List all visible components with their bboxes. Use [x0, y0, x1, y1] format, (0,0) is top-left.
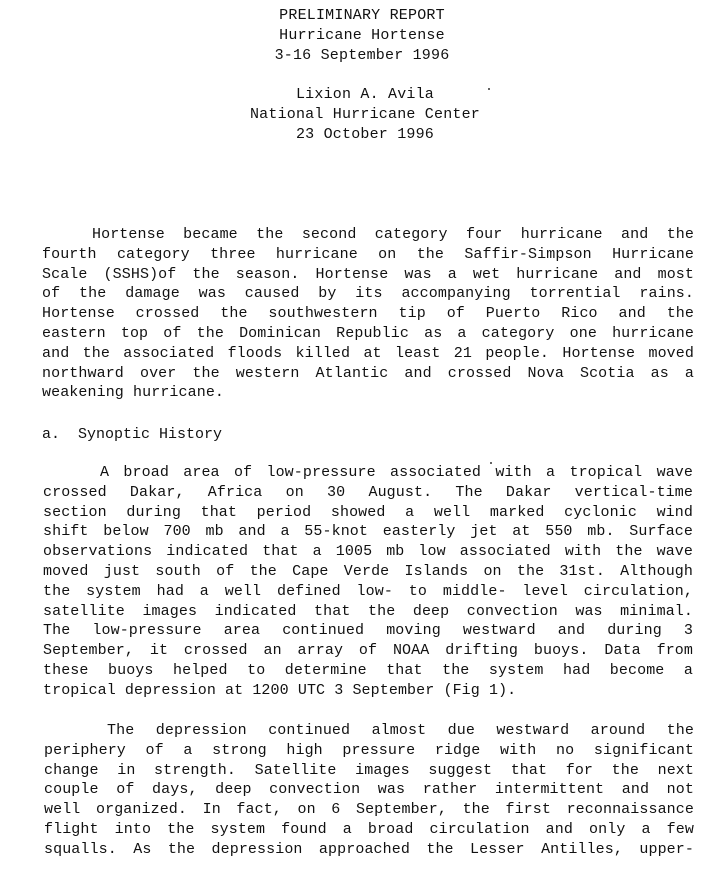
paragraph-line: crossed Dakar, Africa on 30 August. The Dakar vertical-time: [43, 483, 693, 501]
paragraph-line: the system had a well defined low- to middle- level circulation,: [43, 582, 693, 600]
intro-paragraph: [42, 225, 694, 403]
report-date: 23 October 1996: [295, 126, 435, 143]
paragraph-line: The depression continued almost due westward around the: [107, 722, 694, 739]
paragraph-line: squalls. As the depression approached the Lesser Antilles, upper-: [44, 840, 694, 858]
synoptic-paragraph-1: [43, 463, 693, 701]
paragraph-line: northward over the western Atlantic and crossed Nova Scotia as a: [42, 364, 694, 382]
paragraph-line: The low-pressure area continued moving westward and during 3: [43, 622, 693, 640]
organization-name: National Hurricane Center: [249, 106, 481, 123]
paragraph-line: tropical depression at 1200 UTC 3 September (Fig 1).: [43, 681, 517, 699]
paragraph-line: well organized. In fact, on 6 September, the first reconnaissance: [44, 801, 694, 819]
paragraph-line: satellite images indicated that the deep convection was minimal.: [43, 602, 693, 620]
paragraph-line: these buoys helped to determine that the system had become a: [43, 661, 693, 679]
author-block: [2, 85, 726, 145]
paragraph-line: weakening hurricane.: [42, 384, 225, 402]
paragraph-line: section during that period showed a well marked cyclonic wind: [43, 503, 693, 521]
paragraph-line: fourth category three hurricane on the Saffir-Simpson Hurricane: [42, 245, 694, 263]
report-title: PRELIMINARY REPORT: [279, 7, 445, 24]
scan-speck: [490, 462, 492, 464]
paragraph-line: flight into the system found a broad circulation and only a few: [44, 820, 694, 838]
synoptic-paragraph-2: [44, 721, 694, 860]
paragraph-line: of the damage was caused by its accompanying torrential rains.: [42, 285, 694, 303]
paragraph-line: A broad area of low-pressure associated with a tropical wave: [100, 464, 693, 481]
author-name: Lixion A. Avila: [295, 86, 435, 103]
scan-speck: [488, 88, 490, 90]
paragraph-line: Hortense became the second category four hurricane and the: [92, 226, 694, 243]
paragraph-line: periphery of a strong high pressure ridge with no significant: [44, 741, 694, 759]
paragraph-line: change in strength. Satellite images suggest that for the next: [44, 761, 694, 779]
paragraph-line: Scale (SSHS)of the season. Hortense was a wet hurricane and most: [42, 265, 694, 283]
paragraph-line: eastern top of the Dominican Republic as a category one hurricane: [42, 324, 694, 342]
paragraph-line: Hortense crossed the southwestern tip of Puerto Rico and the: [42, 305, 694, 323]
paragraph-line: moved just south of the Cape Verde Islands on the 31st. Although: [43, 562, 693, 580]
paragraph-line: shift below 700 mb and a 55-knot easterly jet at 550 mb. Surface: [43, 523, 693, 541]
storm-name: Hurricane Hortense: [279, 27, 445, 44]
paragraph-line: couple of days, deep convection was rather intermittent and not: [44, 781, 694, 799]
storm-dates: 3-16 September 1996: [274, 47, 450, 64]
report-header: [0, 6, 725, 66]
paragraph-line: observations indicated that a 1005 mb low associated with the wave: [43, 543, 693, 561]
paragraph-line: and the associated floods killed at least 21 people. Hortense moved: [42, 344, 694, 362]
paragraph-line: September, it crossed an array of NOAA drifting buoys. Data from: [43, 642, 693, 660]
section-heading-synoptic-history: a. Synoptic History: [42, 426, 223, 443]
